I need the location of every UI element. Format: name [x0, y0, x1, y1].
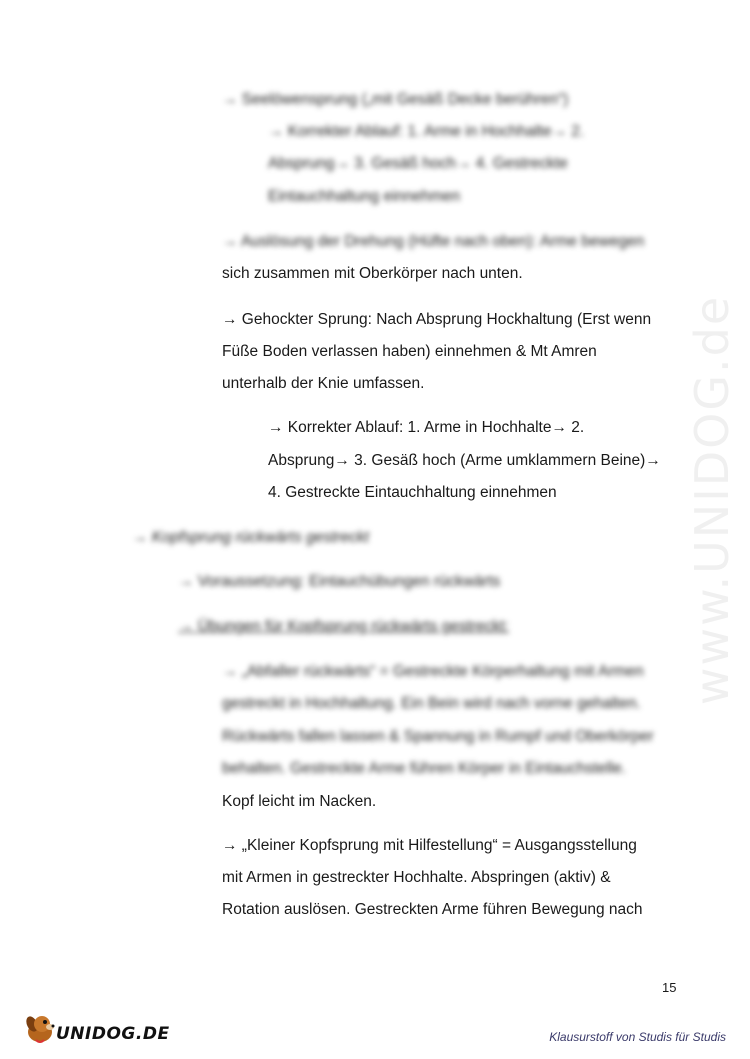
text-line: mit Armen in gestreckter Hochhalte. Abspringen (aktiv) &	[222, 869, 611, 886]
text-line: 4. Gestreckte Eintauchhaltung einnehmen	[268, 484, 557, 501]
text-line: gestreckt in Hochhaltung. Ein Bein wird nach vorne gehalten.	[222, 695, 641, 712]
text-line: behalten. Gestreckte Arme führen Körper in Eintauchstelle.	[222, 760, 627, 777]
text-line: → Auslösung der Drehung (Hüfte nach oben): Arme bewegen	[222, 233, 645, 250]
text-line: Rückwärts fallen lassen & Spannung in Rumpf und Oberkörper	[222, 728, 654, 745]
text-line: Füße Boden verlassen haben) einnehmen & Mt Amren	[222, 343, 597, 360]
text-line: → Korrekter Ablauf: 1. Arme in Hochhalte→ 2.	[268, 123, 585, 140]
logo-text: UNIDOG.DE	[56, 1024, 170, 1044]
footer-tagline: Klausurstoff von Studis für Studis	[549, 1030, 726, 1044]
unidog-logo[interactable]	[22, 1010, 170, 1050]
text-line: Eintauchhaltung einnehmen	[268, 188, 461, 205]
text-line: → Korrekter Ablauf: 1. Arme in Hochhalte→ 2.	[268, 419, 585, 436]
text-line: → „Kleiner Kopfsprung mit Hilfestellung“ = Ausgangsstellung	[222, 837, 637, 854]
subheading: → Übungen für Kopfsprung rückwärts gestreckt:	[178, 618, 509, 635]
section-heading: → Kopfsprung rückwärts gestreckt	[132, 529, 369, 546]
text-line: Absprung→ 3. Gesäß hoch→ 4. Gestreckte	[268, 155, 568, 172]
text-line: Absprung→ 3. Gesäß hoch (Arme umklammern Beine)→	[268, 452, 661, 469]
text-line: Kopf leicht im Nacken.	[222, 793, 377, 810]
text-line: → „Abfaller rückwärts“ = Gestreckte Körperhaltung mit Armen	[222, 663, 644, 680]
watermark: www.UNIDOG.de	[685, 294, 739, 706]
text-line: unterhalb der Knie umfassen.	[222, 375, 425, 392]
text-line: sich zusammen mit Oberkörper nach unten.	[222, 265, 523, 282]
text-line: → Voraussetzung: Eintauchübungen rückwärts	[178, 573, 501, 590]
text-line: → Seelöwensprung („mit Gesäß Decke berühren“)	[222, 91, 569, 108]
page-number: 15	[662, 980, 677, 995]
dog-icon	[22, 1010, 58, 1046]
text-line: Rotation auslösen. Gestreckten Arme führen Bewegung nach	[222, 901, 643, 918]
text-line: → Gehockter Sprung: Nach Absprung Hockhaltung (Erst wenn	[222, 311, 652, 328]
